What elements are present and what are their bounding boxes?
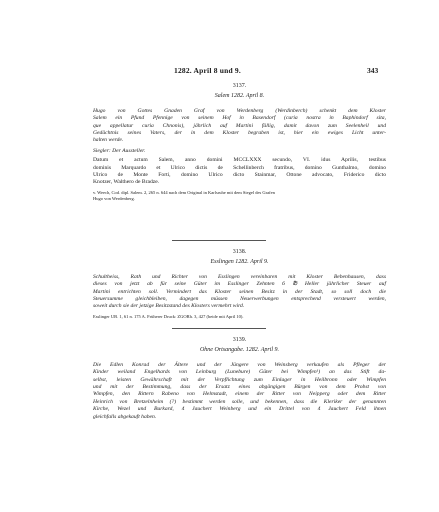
summary-line: Hugo von Gottes Gnaden Graf von Werdenberg (Werdinberch) schenkt dem Kloster <box>93 107 386 114</box>
summary-line: Salem ein Pfund Pfennige von seinem Hof in Basendorf (curia nostra in Baphindorf sita, <box>93 115 386 122</box>
running-header: 1282. April 8 und 9. <box>174 66 241 75</box>
entry-summary <box>93 274 386 311</box>
summary-line: und mit der Bestimmung, dass der Ersatz eines abgängigen Bürgen von dem Probst von <box>93 384 386 391</box>
summary-line: Gedächtnis seines Vaters, der in dem Kloster begraben ist, hier ein ewiges Licht unter- <box>93 130 386 137</box>
source-note <box>93 314 386 320</box>
entry-number: 3137. <box>232 83 247 89</box>
source-line: v. Weech, Cod. dipl. Salem. 2, 265 n. 644 nach dem Original in Karlsruhe mit dem Siegel des Grafen <box>93 189 275 195</box>
summary-line: Kinder weiland Engelhards von Leinburg (Lunebure) Güter bei Wimpfen¹) an das Stift da- <box>93 369 386 376</box>
summary-line: soweit durch sie der jetzige Besitzstand des Klosters vermehrt wird. <box>93 303 245 310</box>
summary-line: Kirche, Wezel und Burkard, 4 Jauchert Weinberg und ein Drittel von 4 Jauchert Feld ihnen <box>93 406 386 413</box>
summary-line: Die Edlen Konrad der Ältere und der Jüngere von Weinsberg verkaufen als Pfleger der <box>93 361 386 368</box>
summary-line: Heinrich von Bretzelnheim (?) bestimmt werden solle, und bekennen, dass die Kleriker der genannten <box>93 398 386 405</box>
dating-line: Datum et actum Salem, anno domini MCCLXXX secundo, VI. idus Aprilis, testibus <box>93 157 386 164</box>
summary-line: Wimpfen, den Rittern Rabeno von Helmstadt, einem der Ritter von Neipperg oder dem Ritter <box>93 391 386 398</box>
summary-line: halten werde. <box>93 137 124 144</box>
entry-3139 <box>93 337 386 421</box>
source-note <box>93 190 386 202</box>
page-number: 343 <box>367 66 379 75</box>
summary-line: Steuersumme gleichbleiben, dagegen müssen Neuerwerbungen entsprechend versteuert werden, <box>93 296 386 303</box>
summary-line: Martini entrichten soll. Vermindert das Kloster seinen Besitz in der Stadt, so soll doch die <box>93 288 386 295</box>
summary-line: Schultheiss, Rath und Richter von Esslingen vereinbaren mit Kloster Bebenhausen, dass <box>93 273 386 280</box>
dating-line: dominis Marquardo et Ulrico dictis de Schellinberch fratribus, domino Gunthalmo, domino <box>93 164 386 171</box>
source-line: Hugo von Werdenberg. <box>93 195 135 201</box>
entry-place-date: Ohne Ortsangabe. 1282. April 9. <box>199 347 280 354</box>
entry-number: 3139. <box>232 337 247 343</box>
source-line: Esslinger UB. 1, 61 n. 175 A. Früherer Druck: ZGORh. 3, 427 (beide mit April 10). <box>93 313 244 319</box>
seal-note: Siegler: Der Aussteller. <box>93 147 146 154</box>
entry-number: 3138. <box>232 249 247 255</box>
summary-line: dieses von jetzt ab für seine Güter im Esslinger Zehnten 6 ℔ Heller jährlicher Steuer auf <box>93 281 386 288</box>
summary-line: gleichfalls abgekauft haben. <box>93 413 157 420</box>
summary-line: selbst, leisten Gewährschaft mit der Verpflichtung zum Einlager in Heilbronn oder Wimpfen <box>93 376 386 383</box>
dating-line: Knotzer, Walthero de Bradze. <box>93 179 160 186</box>
entry-summary <box>93 362 386 421</box>
dating-clause <box>93 157 386 187</box>
dating-line: Ulrico de Monte Forti, domino Ulrico dicto Stainmar, Ottone advocato, Friderico dicto <box>93 172 386 179</box>
entry-summary <box>93 108 386 145</box>
section-divider <box>172 328 266 329</box>
entry-place-date: Salem 1282. April 8. <box>214 93 265 100</box>
section-divider <box>172 240 266 241</box>
entry-3137 <box>93 83 386 202</box>
entry-place-date: Esslingen 1282. April 9. <box>210 259 269 266</box>
entry-3138 <box>93 249 386 320</box>
summary-line: que appellatur curia Chnonis), jährlich auf Martini fällig, damit davon zum Seelenheil und <box>93 122 386 129</box>
